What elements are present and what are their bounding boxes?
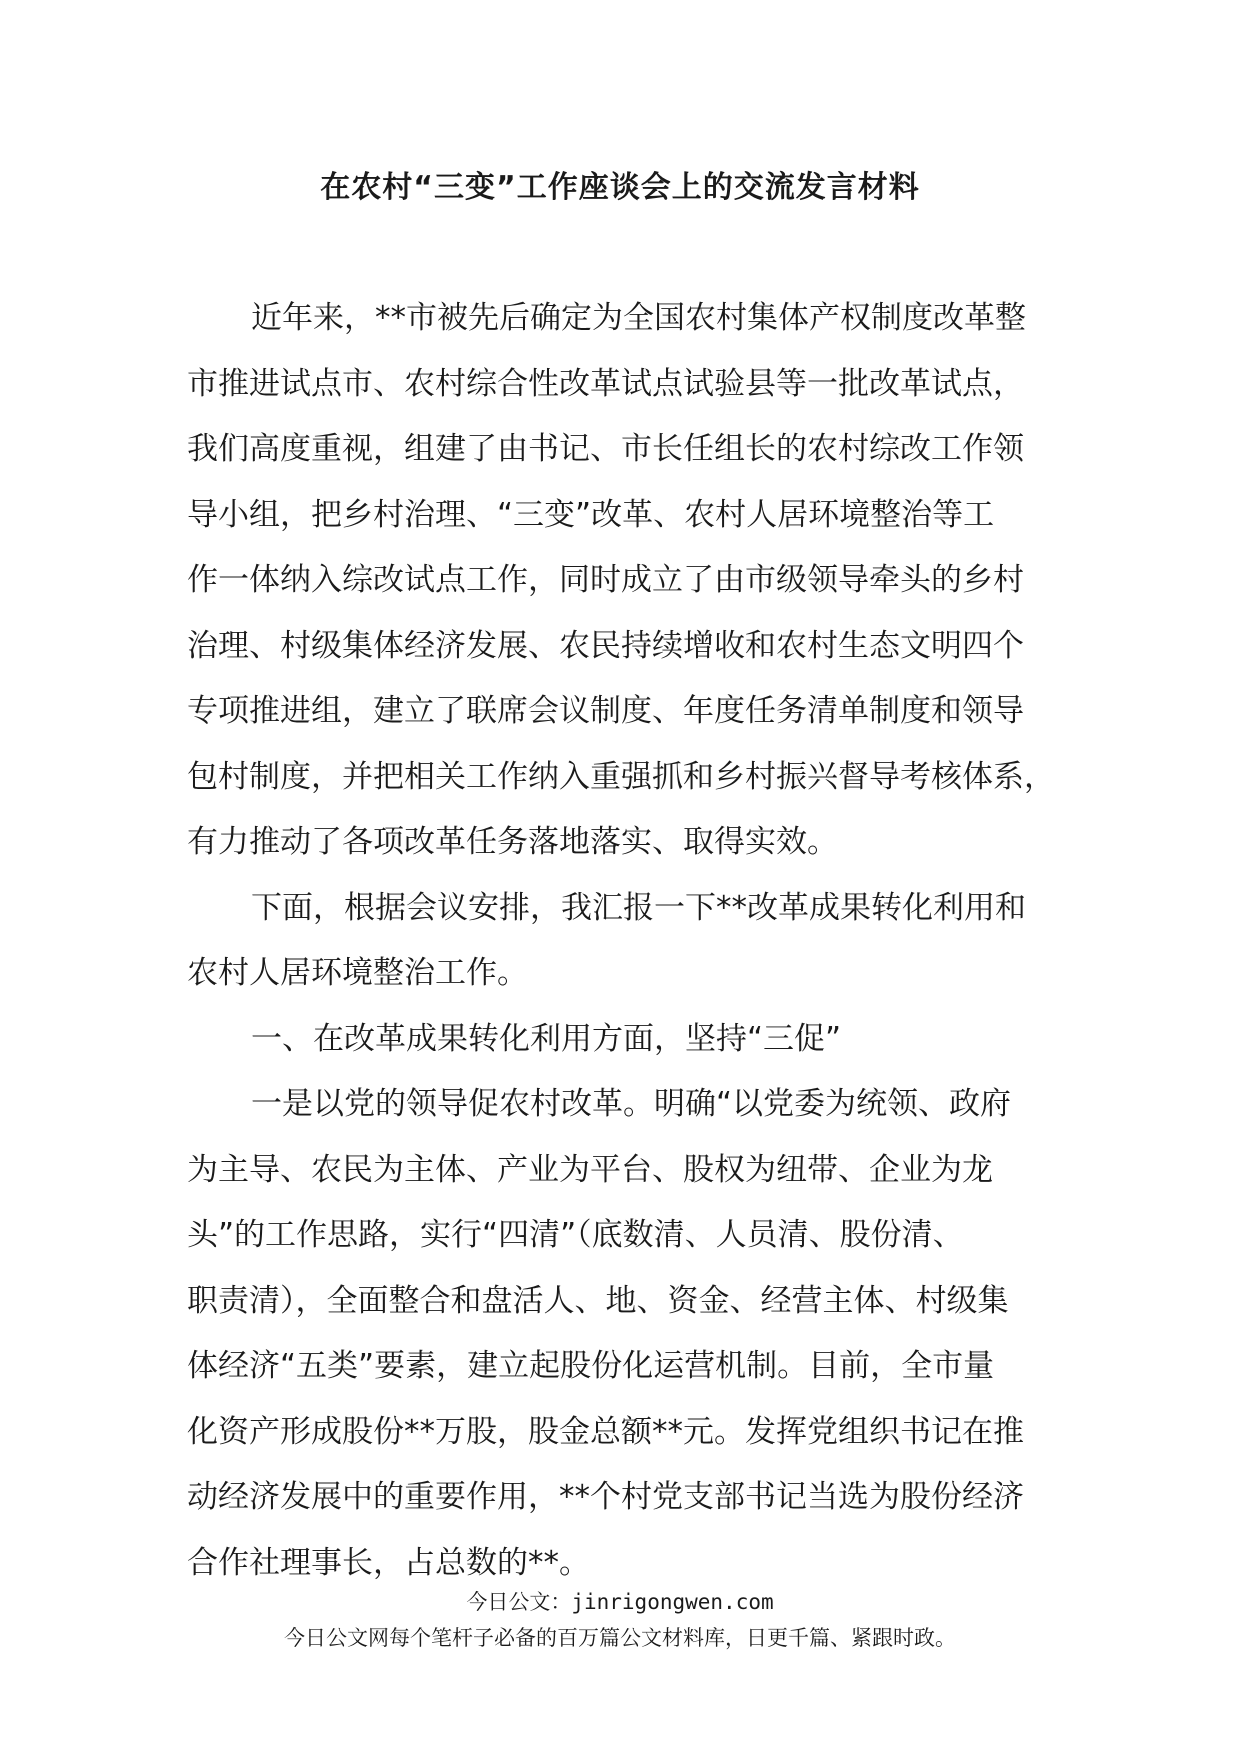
paragraph-line: 市推进试点市、农村综合性改革试点试验县等一批改革试点，	[187, 365, 1024, 402]
paragraph-line: 有力推动了各项改革任务落地落实、取得实效。	[187, 824, 838, 860]
paragraph-party-leadership	[187, 1072, 1067, 1596]
footer-site-link[interactable]: jinrigongwen.com	[571, 1590, 774, 1614]
paragraph-line: 一是以党的领导促农村改革。明确“以党委为统领、政府	[251, 1086, 1012, 1122]
paragraph-line: 包村制度，并把相关工作纳入重强抓和乡村振兴督导考核体系，	[187, 758, 1055, 795]
paragraph-line: 职责清），全面整合和盘活人、地、资金、经营主体、村级集	[187, 1282, 1009, 1319]
paragraph-line: 化资产形成股份**万股，股金总额**元。发挥党组织书记在推	[187, 1413, 1024, 1450]
paragraph-line: 我们高度重视，组建了由书记、市长任组长的农村综改工作领	[187, 431, 1024, 467]
paragraph-line: 治理、村级集体经济发展、农民持续增收和农村生态文明四个	[187, 627, 1024, 664]
paragraph-intro	[187, 286, 1067, 876]
footer-site	[0, 1587, 1240, 1617]
footer-site-label: 今日公文：	[466, 1590, 572, 1614]
paragraph-line: 专项推进组，建立了联席会议制度、年度任务清单制度和领导	[187, 693, 1024, 729]
document-body	[187, 286, 1067, 1596]
document-title: 在农村“三变”工作座谈会上的交流发言材料	[320, 170, 920, 205]
section-heading	[187, 1007, 1067, 1073]
footer-tagline: 今日公文网每个笔杆子必备的百万篇公文材料库，日更千篇、紧跟时政。	[284, 1626, 956, 1650]
paragraph-line: 体经济“五类”要素，建立起股份化运营机制。目前，全市量	[187, 1348, 995, 1384]
paragraph-line: 为主导、农民为主体、产业为平台、股权为纽带、企业为龙	[187, 1151, 993, 1188]
section-heading-line: 一、在改革成果转化利用方面，坚持“三促”	[251, 1020, 842, 1057]
paragraph-agenda	[187, 876, 1067, 1007]
paragraph-line: 头”的工作思路，实行“四清”（底数清、人员清、股份清、	[187, 1217, 964, 1253]
paragraph-line: 作一体纳入综改试点工作，同时成立了由市级领导牵头的乡村	[187, 562, 1024, 598]
paragraph-line: 农村人居环境整治工作。	[187, 955, 528, 991]
paragraph-line: 近年来，**市被先后确定为全国农村集体产权制度改革整	[251, 300, 1026, 336]
paragraph-line: 下面，根据会议安排，我汇报一下**改革成果转化利用和	[251, 889, 1026, 926]
paragraph-line: 合作社理事长，占总数的**。	[187, 1544, 590, 1581]
paragraph-line: 导小组，把乡村治理、“三变”改革、农村人居环境整治等工	[187, 496, 995, 533]
paragraph-line: 动经济发展中的重要作用，**个村党支部书记当选为股份经济	[187, 1479, 1024, 1515]
